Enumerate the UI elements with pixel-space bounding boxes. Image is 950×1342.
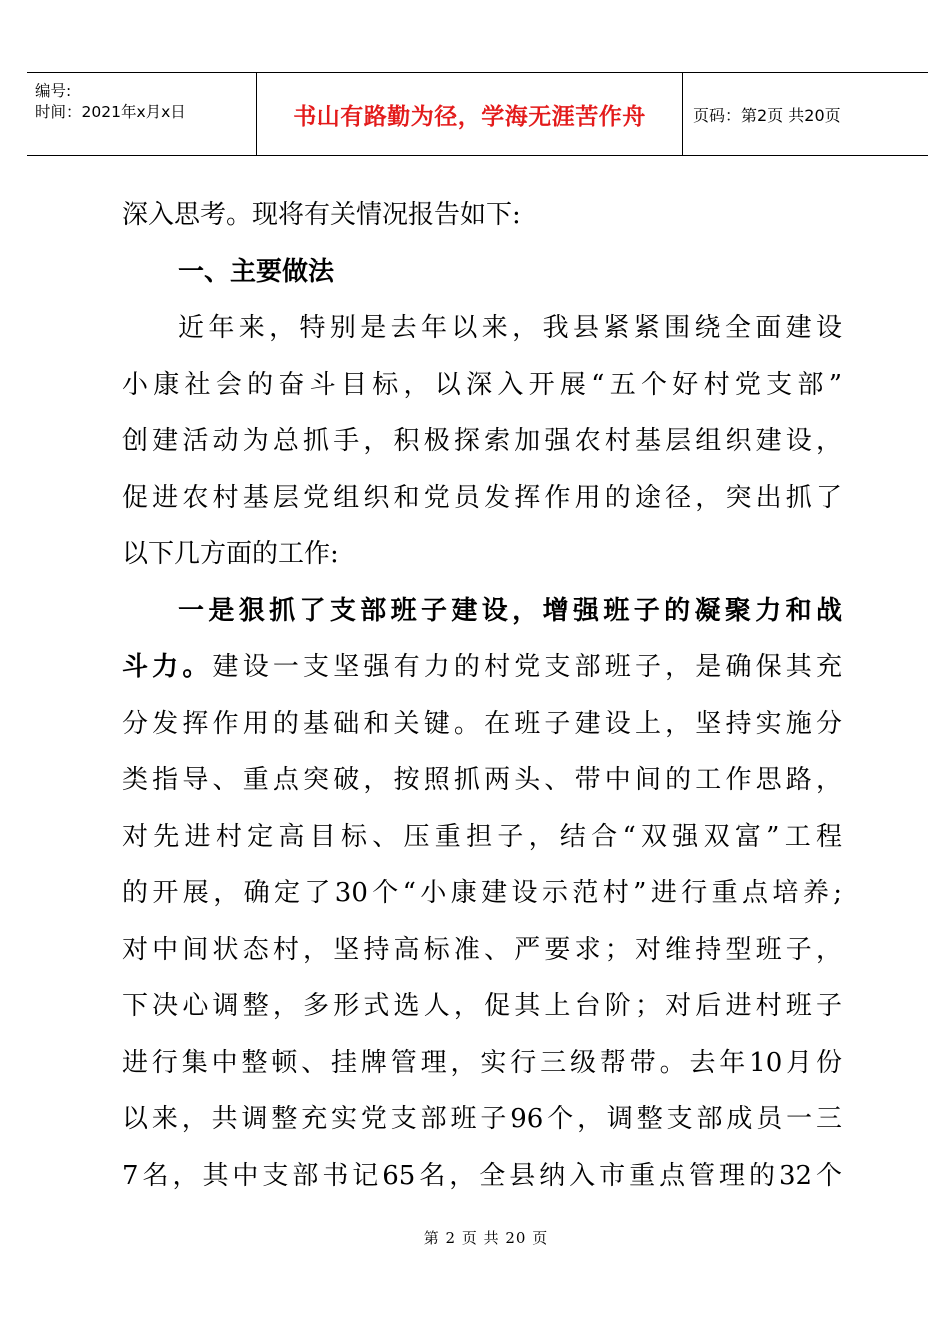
paragraph-line: 7名，其中支部书记65名，全县纳入市重点管理的32个 xyxy=(122,1160,842,1191)
paragraph-1 xyxy=(122,300,842,583)
paragraph-line: 类指导、重点突破，按照抓两头、带中间的工作思路， xyxy=(122,765,842,795)
paragraph-line: 以下几方面的工作: xyxy=(122,539,339,569)
paragraph-line: 进行集中整顿、挂牌管理，实行三级帮带。去年10月份 xyxy=(122,1047,842,1078)
paragraph-line: 以来，共调整充实党支部班子96个，调整支部成员一三 xyxy=(122,1104,842,1134)
serial-number-label: 编号: xyxy=(35,82,72,100)
paragraph-2 xyxy=(122,583,842,1205)
paragraph-line: 促进农村基层党组织和党员发挥作用的途径，突出抓了 xyxy=(122,482,842,513)
header-motto: 书山有路勤为径，学海无涯苦作舟 xyxy=(293,103,646,130)
paragraph-line: 小康社会的奋斗目标，以深入开展“五个好村党支部” xyxy=(122,369,842,400)
paragraph-line: 对中间状态村，坚持高标准、严要求；对维持型班子， xyxy=(122,934,842,965)
paragraph-line: 近年来，特别是去年以来，我县紧紧围绕全面建设 xyxy=(178,313,842,343)
paragraph-line: 对先进村定高目标、压重担子，结合“双强双富”工程 xyxy=(122,821,842,852)
paragraph-line: 创建活动为总抓手，积极探索加强农村基层组织建设， xyxy=(122,426,842,456)
paragraph-line: 下决心调整，多形式选人，促其上台阶；对后进村班子 xyxy=(122,991,842,1021)
document-body xyxy=(122,187,842,1204)
bold-lead: 斗力。 xyxy=(122,652,213,682)
paragraph-line: 分发挥作用的基础和关键。在班子建设上，坚持实施分 xyxy=(122,708,842,739)
body-line: 深入思考。现将有关情况报告如下: xyxy=(122,200,521,230)
page-footer: 第 2 页 共 20 页 xyxy=(423,1229,549,1247)
header-meta xyxy=(35,81,257,123)
paragraph-line: 的开展，确定了30个“小康建设示范村”进行重点培养; xyxy=(122,878,842,908)
paragraph-line xyxy=(122,639,842,696)
page-header xyxy=(27,72,928,156)
date-label: 时间：2021年x月x日 xyxy=(35,103,186,121)
paragraph-bold-line: 一是狠抓了支部班子建设，增强班子的凝聚力和战 xyxy=(178,595,842,626)
line-rest: 建设一支坚强有力的村党支部班子，是确保其充 xyxy=(212,652,842,682)
header-page-info: 页码：第2页 共20页 xyxy=(693,105,841,125)
section-heading: 一、主要做法 xyxy=(178,256,335,287)
